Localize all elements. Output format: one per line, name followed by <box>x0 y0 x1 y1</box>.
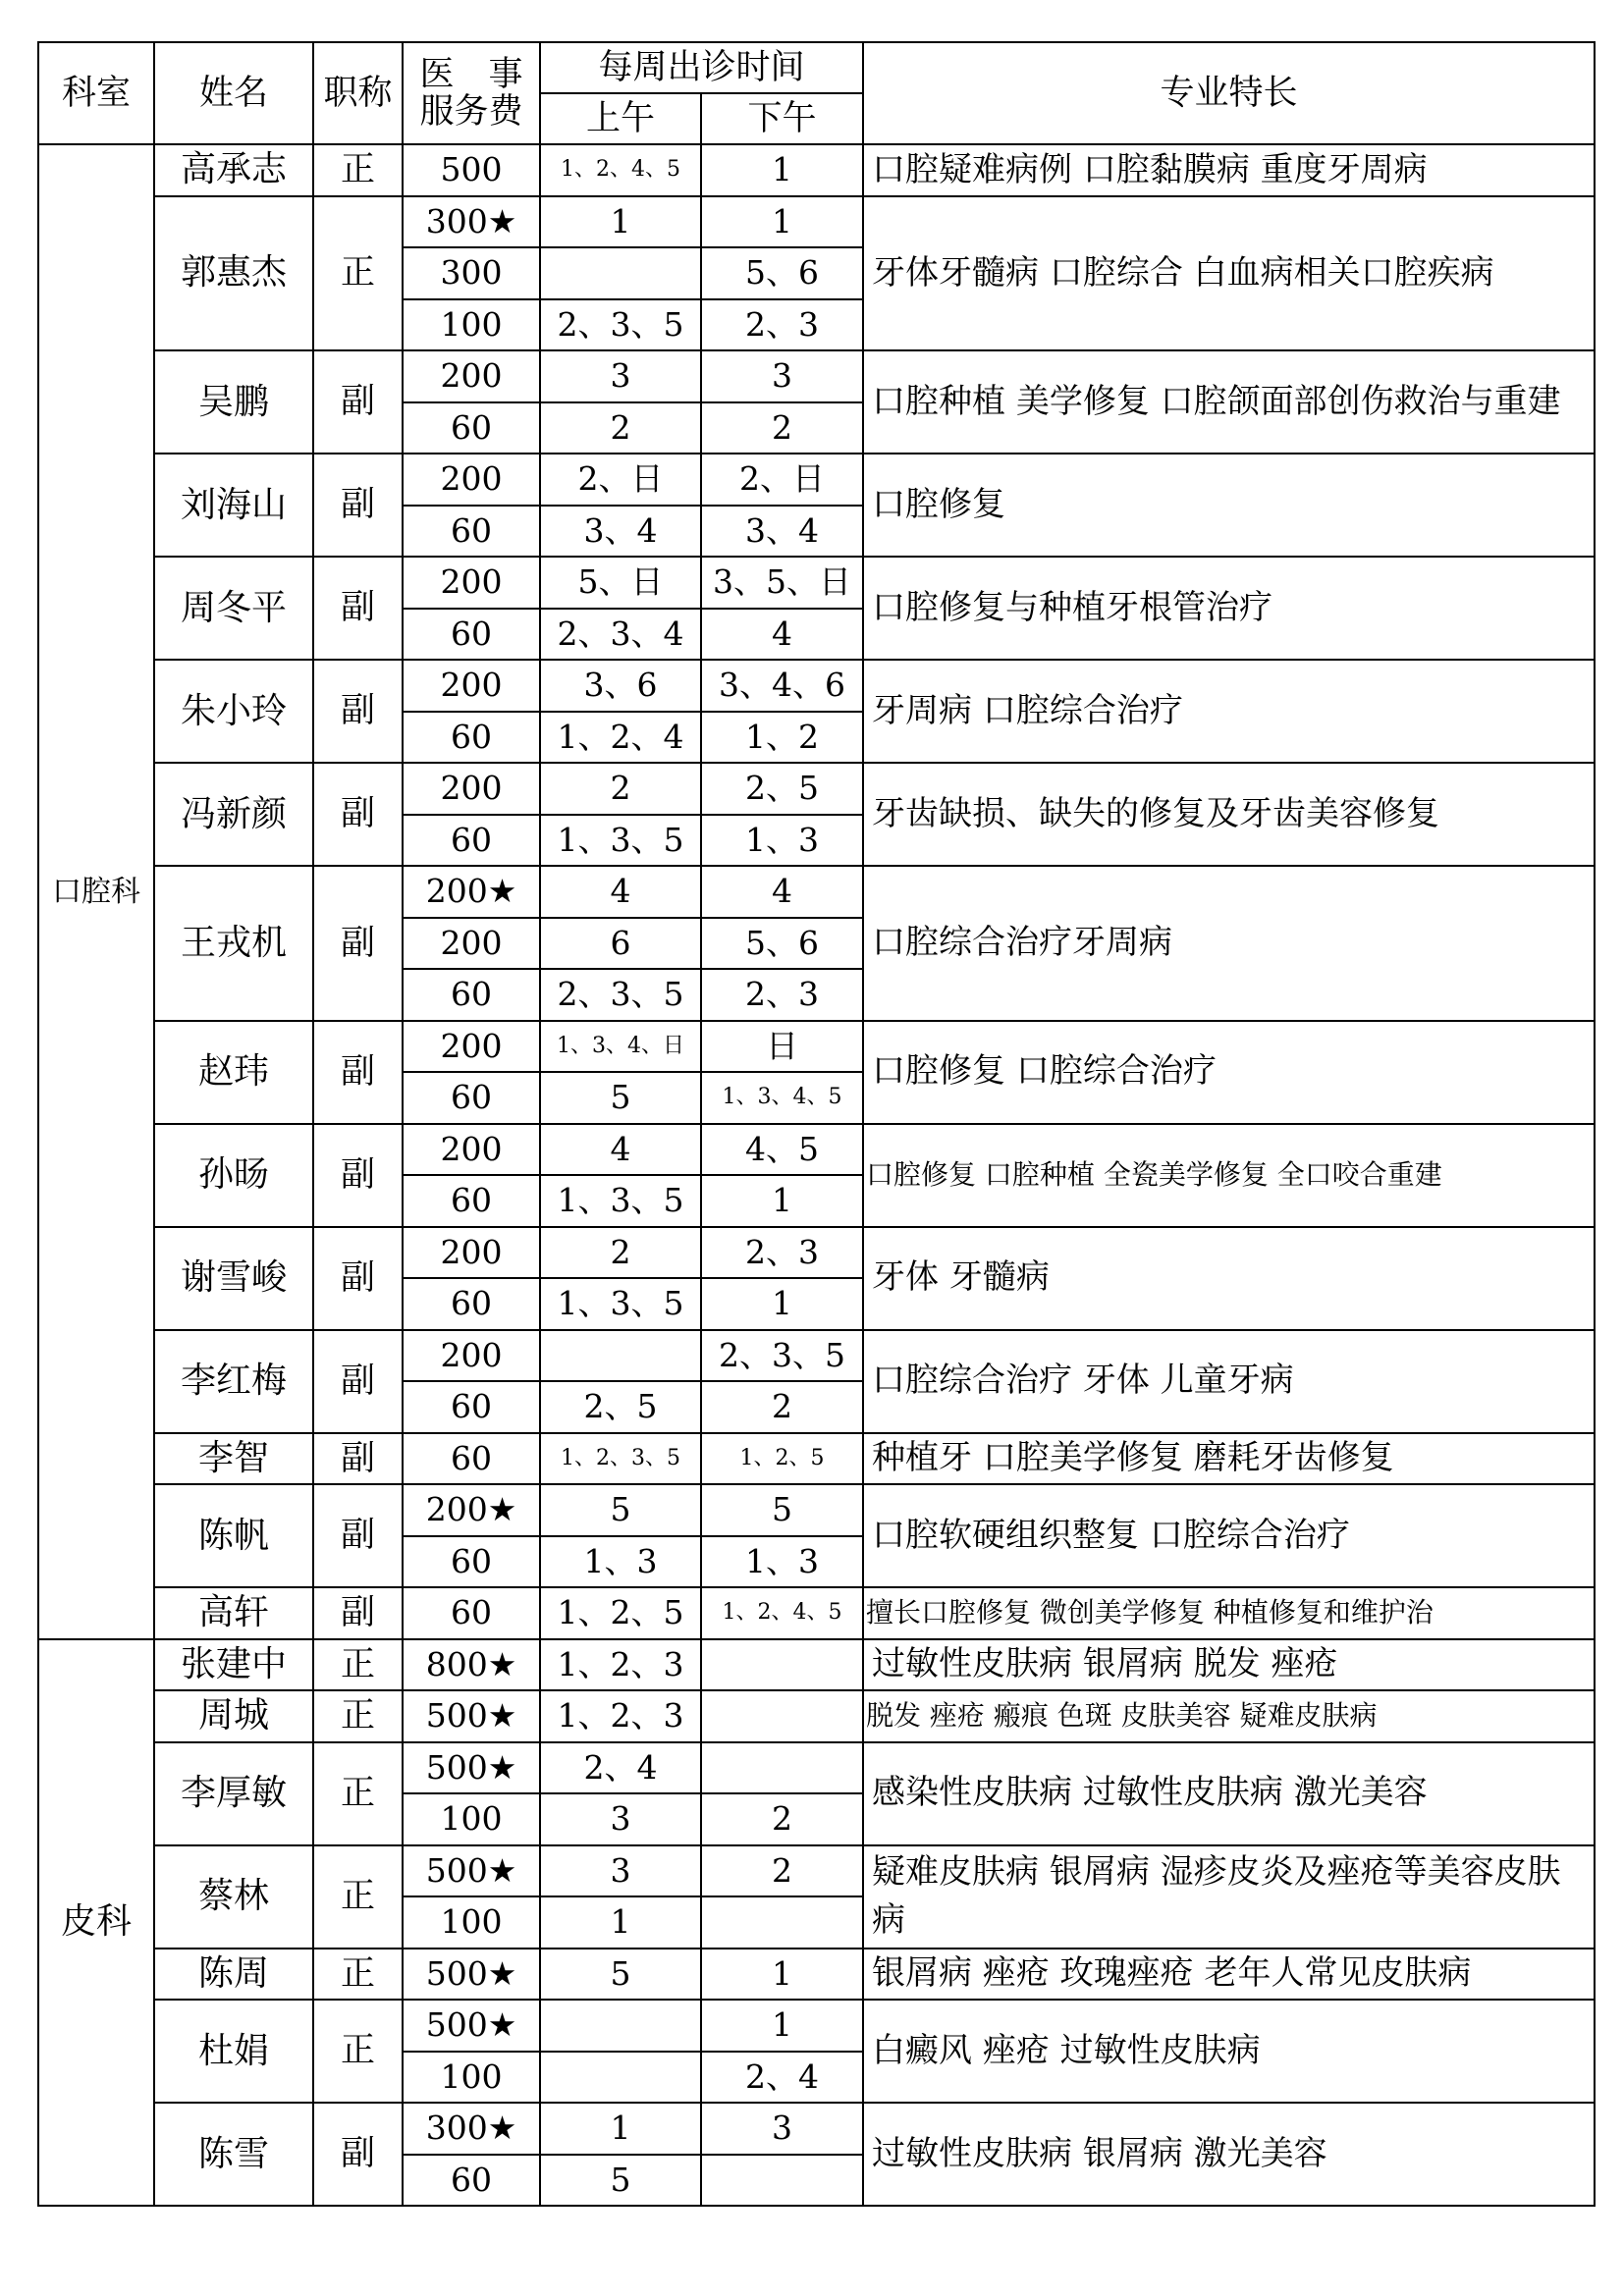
pm-cell <box>701 1639 863 1691</box>
doctor-title: 副 <box>313 1484 403 1587</box>
doctor-name: 张建中 <box>154 1639 313 1691</box>
am-cell: 1、3 <box>540 1536 701 1588</box>
doctor-title: 副 <box>313 1587 403 1639</box>
fee-cell: 60 <box>403 1278 540 1330</box>
doctor-name: 李厚敏 <box>154 1742 313 1845</box>
header-fee <box>403 42 540 144</box>
doctor-name: 高承志 <box>154 144 313 196</box>
table-row <box>38 1949 1595 2001</box>
specialty-cell: 牙体 牙髓病 <box>863 1227 1595 1330</box>
am-cell: 3 <box>540 1845 701 1897</box>
pm-cell <box>701 2155 863 2207</box>
fee-cell: 200 <box>403 1227 540 1279</box>
pm-cell: 3、4 <box>701 506 863 558</box>
am-cell: 5 <box>540 2155 701 2207</box>
table-row <box>38 1433 1595 1485</box>
specialty-cell: 银屑病 痤疮 玫瑰痤疮 老年人常见皮肤病 <box>863 1949 1595 2001</box>
doctor-name: 周冬平 <box>154 557 313 660</box>
fee-cell: 500★ <box>403 1690 540 1742</box>
doctor-title: 副 <box>313 866 403 1021</box>
table-row <box>38 660 1595 712</box>
am-cell: 2 <box>540 402 701 454</box>
fee-cell: 500★ <box>403 1742 540 1794</box>
am-cell: 1、3、5 <box>540 815 701 867</box>
specialty-cell: 白癜风 痤疮 过敏性皮肤病 <box>863 2000 1595 2103</box>
specialty-cell: 牙齿缺损、缺失的修复及牙齿美容修复 <box>863 763 1595 866</box>
doctor-title: 副 <box>313 350 403 454</box>
pm-cell: 2、3 <box>701 969 863 1021</box>
fee-cell: 100 <box>403 299 540 351</box>
am-cell: 2、4 <box>540 1742 701 1794</box>
am-cell: 2 <box>540 763 701 815</box>
header-pm: 下午 <box>701 93 863 144</box>
pm-cell: 4 <box>701 866 863 918</box>
dept-cell: 皮科 <box>38 1639 154 2207</box>
pm-cell: 1、2、4、5 <box>701 1587 863 1639</box>
fee-cell: 200 <box>403 660 540 712</box>
pm-cell: 1 <box>701 1175 863 1227</box>
specialty-cell: 口腔疑难病例 口腔黏膜病 重度牙周病 <box>863 144 1595 196</box>
specialty-cell: 口腔综合治疗 牙体 儿童牙病 <box>863 1330 1595 1433</box>
am-cell: 2、日 <box>540 454 701 506</box>
doctor-name: 蔡林 <box>154 1845 313 1949</box>
specialty-cell: 口腔修复与种植牙根管治疗 <box>863 557 1595 660</box>
header-fee-line1: 医 事 <box>419 54 523 94</box>
pm-cell: 3、4、6 <box>701 660 863 712</box>
table-row <box>38 1484 1595 1536</box>
fee-cell: 200 <box>403 763 540 815</box>
fee-cell: 60 <box>403 506 540 558</box>
table-row <box>38 1124 1595 1176</box>
fee-cell: 60 <box>403 402 540 454</box>
am-cell: 1 <box>540 1896 701 1949</box>
pm-cell <box>701 1742 863 1794</box>
doctor-title: 正 <box>313 1845 403 1949</box>
header-specialty: 专业特长 <box>863 42 1595 144</box>
fee-cell: 100 <box>403 2052 540 2104</box>
doctor-name: 刘海山 <box>154 454 313 557</box>
fee-cell: 200★ <box>403 1484 540 1536</box>
pm-cell <box>701 1690 863 1742</box>
am-cell: 2、3、5 <box>540 299 701 351</box>
fee-cell: 300★ <box>403 2103 540 2155</box>
header-title: 职称 <box>313 42 403 144</box>
am-cell: 1 <box>540 196 701 248</box>
am-cell: 1、3、5 <box>540 1278 701 1330</box>
am-cell: 5 <box>540 1484 701 1536</box>
header-schedule: 每周出诊时间 <box>540 42 863 93</box>
schedule-body <box>38 144 1595 2206</box>
specialty-cell: 口腔种植 美学修复 口腔颌面部创伤救治与重建 <box>863 350 1595 454</box>
doctor-name: 陈雪 <box>154 2103 313 2206</box>
table-row <box>38 1845 1595 1897</box>
pm-cell: 1、2 <box>701 712 863 764</box>
fee-cell: 200 <box>403 1124 540 1176</box>
am-cell: 1、2、5 <box>540 1587 701 1639</box>
fee-cell: 60 <box>403 1072 540 1124</box>
specialty-cell: 疑难皮肤病 银屑病 湿疹皮炎及痤疮等美容皮肤病 <box>863 1845 1595 1949</box>
am-cell: 1、2、3 <box>540 1690 701 1742</box>
fee-cell: 100 <box>403 1896 540 1949</box>
pm-cell: 5 <box>701 1484 863 1536</box>
doctor-name: 郭惠杰 <box>154 196 313 351</box>
doctor-title: 副 <box>313 1330 403 1433</box>
pm-cell: 4 <box>701 609 863 661</box>
fee-cell: 60 <box>403 1381 540 1433</box>
specialty-cell: 过敏性皮肤病 银屑病 脱发 痤疮 <box>863 1639 1595 1691</box>
table-row <box>38 1587 1595 1639</box>
pm-cell: 1 <box>701 196 863 248</box>
doctor-name: 杜娟 <box>154 2000 313 2103</box>
table-row <box>38 1639 1595 1691</box>
specialty-cell: 擅长口腔修复 微创美学修复 种植修复和维护治 <box>863 1587 1595 1639</box>
pm-cell: 1 <box>701 1949 863 2001</box>
specialty-cell: 口腔综合治疗牙周病 <box>863 866 1595 1021</box>
doctor-name: 冯新颜 <box>154 763 313 866</box>
pm-cell: 1、2、5 <box>701 1433 863 1485</box>
fee-cell: 300★ <box>403 196 540 248</box>
doctor-title: 副 <box>313 1021 403 1124</box>
doctor-name: 吴鹏 <box>154 350 313 454</box>
am-cell: 5、日 <box>540 557 701 609</box>
pm-cell <box>701 1896 863 1949</box>
header-am: 上午 <box>540 93 701 144</box>
doctor-title: 正 <box>313 1639 403 1691</box>
fee-cell: 200 <box>403 557 540 609</box>
am-cell: 1、2、3 <box>540 1639 701 1691</box>
am-cell: 3、6 <box>540 660 701 712</box>
am-cell: 2、3、4 <box>540 609 701 661</box>
specialty-cell: 牙体牙髓病 口腔综合 白血病相关口腔疾病 <box>863 196 1595 351</box>
doctor-schedule-table <box>37 41 1596 2207</box>
fee-cell: 800★ <box>403 1639 540 1691</box>
fee-cell: 60 <box>403 1175 540 1227</box>
doctor-name: 孙旸 <box>154 1124 313 1227</box>
pm-cell: 2、5 <box>701 763 863 815</box>
doctor-title: 正 <box>313 2000 403 2103</box>
pm-cell: 2、日 <box>701 454 863 506</box>
header-name: 姓名 <box>154 42 313 144</box>
doctor-name: 陈周 <box>154 1949 313 2001</box>
am-cell: 4 <box>540 866 701 918</box>
am-cell: 3 <box>540 350 701 402</box>
table-row <box>38 144 1595 196</box>
table-row <box>38 1690 1595 1742</box>
fee-cell: 200 <box>403 1330 540 1382</box>
specialty-cell: 过敏性皮肤病 银屑病 激光美容 <box>863 2103 1595 2206</box>
fee-cell: 200★ <box>403 866 540 918</box>
doctor-title: 副 <box>313 660 403 763</box>
fee-cell: 60 <box>403 1587 540 1639</box>
fee-cell: 500 <box>403 144 540 196</box>
specialty-cell: 脱发 痤疮 瘢痕 色斑 皮肤美容 疑难皮肤病 <box>863 1690 1595 1742</box>
fee-cell: 500★ <box>403 2000 540 2052</box>
fee-cell: 60 <box>403 609 540 661</box>
am-cell: 1、2、3、5 <box>540 1433 701 1485</box>
doctor-name: 谢雪峻 <box>154 1227 313 1330</box>
pm-cell: 2 <box>701 1381 863 1433</box>
pm-cell: 3 <box>701 2103 863 2155</box>
am-cell <box>540 2052 701 2104</box>
table-row <box>38 454 1595 506</box>
table-row <box>38 866 1595 918</box>
table-row <box>38 557 1595 609</box>
doctor-title: 正 <box>313 196 403 351</box>
table-row <box>38 1330 1595 1382</box>
doctor-title: 正 <box>313 1949 403 2001</box>
doctor-name: 李红梅 <box>154 1330 313 1433</box>
fee-cell: 60 <box>403 2155 540 2207</box>
am-cell: 2 <box>540 1227 701 1279</box>
doctor-name: 王戎机 <box>154 866 313 1021</box>
fee-cell: 500★ <box>403 1845 540 1897</box>
am-cell: 2、3、5 <box>540 969 701 1021</box>
pm-cell: 1、3、4、5 <box>701 1072 863 1124</box>
fee-cell: 60 <box>403 969 540 1021</box>
am-cell: 1 <box>540 2103 701 2155</box>
am-cell: 3 <box>540 1793 701 1845</box>
fee-cell: 200 <box>403 454 540 506</box>
specialty-cell: 口腔修复 <box>863 454 1595 557</box>
fee-cell: 60 <box>403 1536 540 1588</box>
pm-cell: 3 <box>701 350 863 402</box>
pm-cell: 5、6 <box>701 918 863 970</box>
doctor-name: 陈帆 <box>154 1484 313 1587</box>
am-cell: 1、2、4、5 <box>540 144 701 196</box>
table-row <box>38 1021 1595 1073</box>
specialty-cell: 口腔修复 口腔种植 全瓷美学修复 全口咬合重建 <box>863 1124 1595 1227</box>
dept-cell: 口腔科 <box>38 144 154 1639</box>
specialty-cell: 口腔软硬组织整复 口腔综合治疗 <box>863 1484 1595 1587</box>
doctor-name: 李智 <box>154 1433 313 1485</box>
pm-cell: 3、5、日 <box>701 557 863 609</box>
am-cell <box>540 2000 701 2052</box>
header-fee-line2: 服务费 <box>419 92 523 132</box>
doctor-title: 副 <box>313 1124 403 1227</box>
table-row <box>38 2000 1595 2052</box>
specialty-cell: 牙周病 口腔综合治疗 <box>863 660 1595 763</box>
header-dept: 科室 <box>38 42 154 144</box>
pm-cell: 2 <box>701 1793 863 1845</box>
specialty-cell: 感染性皮肤病 过敏性皮肤病 激光美容 <box>863 1742 1595 1845</box>
pm-cell: 2、3、5 <box>701 1330 863 1382</box>
doctor-title: 正 <box>313 1690 403 1742</box>
am-cell: 2、5 <box>540 1381 701 1433</box>
fee-cell: 300 <box>403 247 540 299</box>
doctor-title: 正 <box>313 144 403 196</box>
pm-cell: 1、3 <box>701 1536 863 1588</box>
specialty-cell: 种植牙 口腔美学修复 磨耗牙齿修复 <box>863 1433 1595 1485</box>
pm-cell: 2、4 <box>701 2052 863 2104</box>
fee-cell: 60 <box>403 815 540 867</box>
doctor-name: 朱小玲 <box>154 660 313 763</box>
doctor-name: 高轩 <box>154 1587 313 1639</box>
fee-cell: 200 <box>403 918 540 970</box>
fee-cell: 200 <box>403 350 540 402</box>
specialty-cell: 口腔修复 口腔综合治疗 <box>863 1021 1595 1124</box>
table-row <box>38 763 1595 815</box>
pm-cell: 1 <box>701 144 863 196</box>
table-row <box>38 1742 1595 1794</box>
doctor-title: 副 <box>313 557 403 660</box>
pm-cell: 1 <box>701 2000 863 2052</box>
doctor-title: 正 <box>313 1742 403 1845</box>
am-cell <box>540 247 701 299</box>
fee-cell: 100 <box>403 1793 540 1845</box>
doctor-title: 副 <box>313 763 403 866</box>
am-cell: 1、3、4、日 <box>540 1021 701 1073</box>
pm-cell: 4、5 <box>701 1124 863 1176</box>
doctor-title: 副 <box>313 1227 403 1330</box>
doctor-title: 副 <box>313 454 403 557</box>
table-row <box>38 350 1595 402</box>
fee-cell: 60 <box>403 1433 540 1485</box>
am-cell: 1、2、4 <box>540 712 701 764</box>
am-cell: 4 <box>540 1124 701 1176</box>
table-row <box>38 2103 1595 2155</box>
pm-cell: 2 <box>701 1845 863 1897</box>
am-cell: 5 <box>540 1072 701 1124</box>
am-cell: 6 <box>540 918 701 970</box>
fee-cell: 60 <box>403 712 540 764</box>
pm-cell: 2 <box>701 402 863 454</box>
pm-cell: 2、3 <box>701 1227 863 1279</box>
table-row <box>38 196 1595 248</box>
pm-cell: 日 <box>701 1021 863 1073</box>
fee-cell: 500★ <box>403 1949 540 2001</box>
doctor-title: 副 <box>313 1433 403 1485</box>
table-row <box>38 1227 1595 1279</box>
doctor-name: 周城 <box>154 1690 313 1742</box>
pm-cell: 1 <box>701 1278 863 1330</box>
pm-cell: 1、3 <box>701 815 863 867</box>
pm-cell: 2、3 <box>701 299 863 351</box>
am-cell: 1、3、5 <box>540 1175 701 1227</box>
am-cell: 3、4 <box>540 506 701 558</box>
doctor-title: 副 <box>313 2103 403 2206</box>
am-cell <box>540 1330 701 1382</box>
doctor-name: 赵玮 <box>154 1021 313 1124</box>
pm-cell: 5、6 <box>701 247 863 299</box>
fee-cell: 200 <box>403 1021 540 1073</box>
am-cell: 5 <box>540 1949 701 2001</box>
